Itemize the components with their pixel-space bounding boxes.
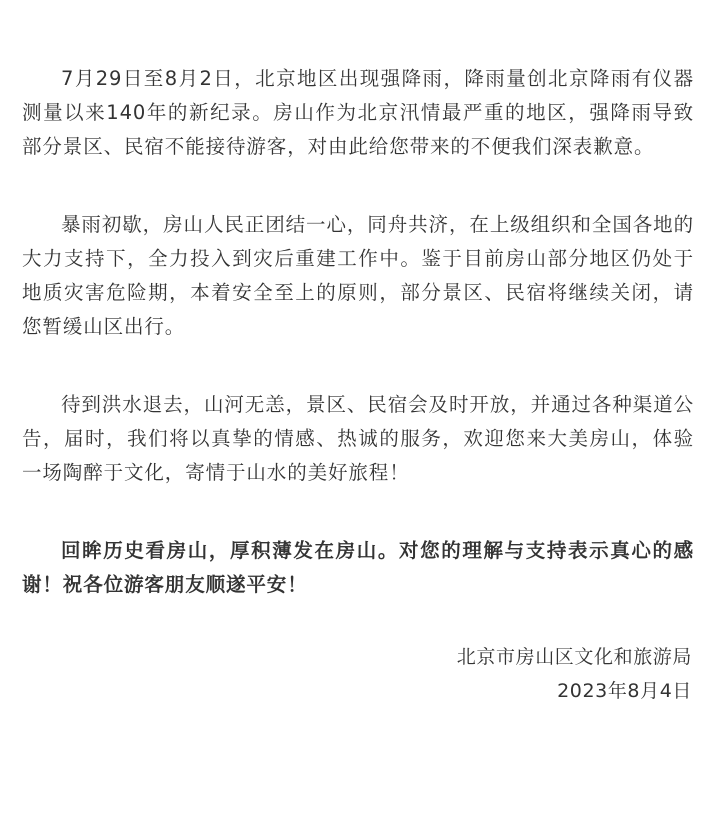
paragraph-reopening: 待到洪水退去，山河无恙，景区、民宿会及时开放，并通过各种渠道公告，届时，我们将以真挚的情感、热诚的服务，欢迎您来大美房山，体验一场陶醉于文化，寄情于山水的美好旅程！	[22, 393, 694, 484]
signature-date: 2023年8月4日	[557, 680, 692, 702]
paragraph-rainfall-record: 7月29日至8月2日，北京地区出现强降雨，降雨量创北京降雨有仪器测量以来140年的新纪录。房山作为北京汛情最严重的地区，强降雨导致部分景区、民宿不能接待游客，对由此给您带来的不便我们深表歉意。	[22, 67, 694, 158]
signature-organization: 北京市房山区文化和旅游局	[456, 646, 692, 668]
paragraph-thanks: 回眸历史看房山，厚积薄发在房山。对您的理解与支持表示真心的感谢！祝各位游客朋友顺遂平安！	[22, 539, 694, 596]
signature-block	[22, 640, 694, 708]
paragraph-reconstruction: 暴雨初歇，房山人民正团结一心，同舟共济，在上级组织和全国各地的大力支持下，全力投入到灾后重建工作中。鉴于目前房山部分地区仍处于地质灾害危险期，本着安全至上的原则，部分景区、民宿将继续关闭，请您暂缓山区出行。	[22, 213, 694, 338]
notice-article	[22, 62, 694, 708]
